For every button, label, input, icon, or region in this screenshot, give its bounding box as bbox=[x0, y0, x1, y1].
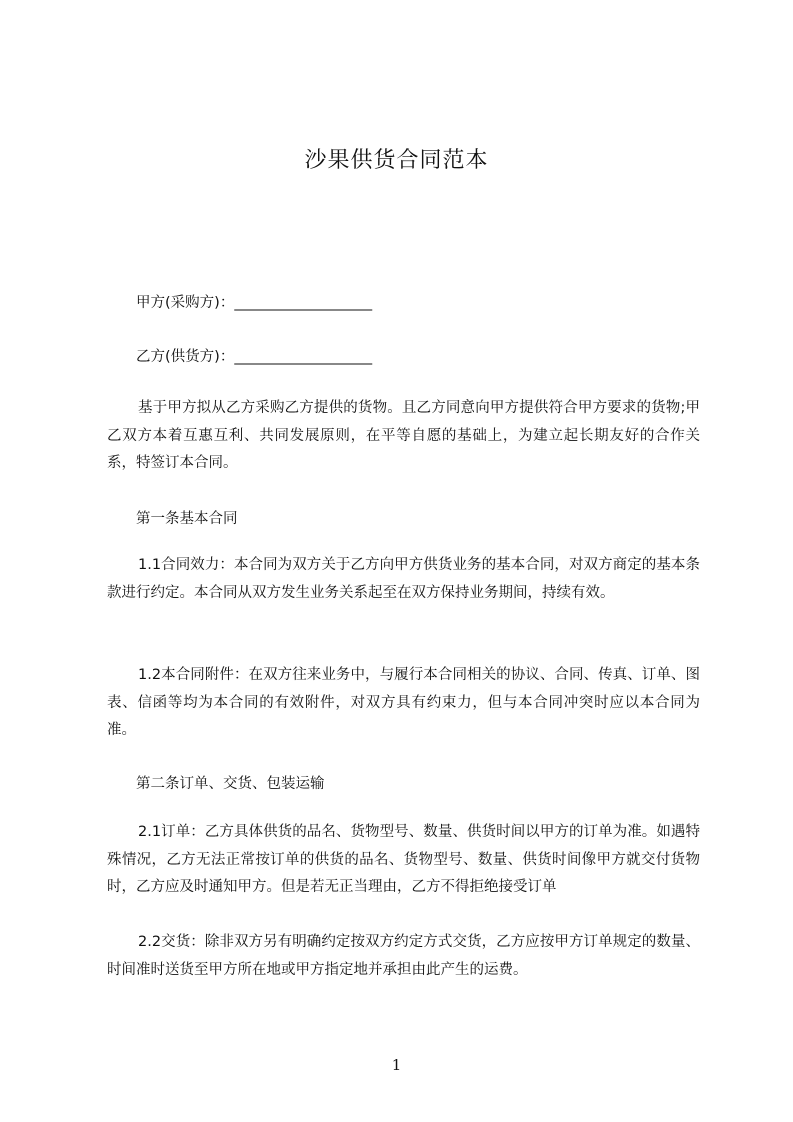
article-2-heading: 第二条订单、交货、包装运输 bbox=[136, 776, 325, 792]
clause-2-2-text: 2.2交货：除非双方另有明确约定按双方约定方式交货，乙方应按甲方订单规定的数量、时间准时送货至甲方所在地或甲方指定地并承担由此产生的运费。 bbox=[107, 934, 700, 978]
party-a-line: 甲方(采购方)：___________________ bbox=[136, 295, 373, 311]
intro-text: 基于甲方拟从乙方采购乙方提供的货物。且乙方同意向甲方提供符合甲方要求的货物;甲乙双方本着互惠互利、共同发展原则，在平等自愿的基础上，为建立起长期友好的合作关系，特签订本合同。 bbox=[107, 400, 700, 471]
clause-1-1 bbox=[107, 552, 700, 607]
clause-2-1-text: 2.1订单：乙方具体供货的品名、货物型号、数量、供货时间以甲方的订单为准。如遇特殊情况，乙方无法正常按订单的供货的品名、货物型号、数量、供货时间像甲方就交付货物时，乙方应及时通知甲方。但是若无正当理由，乙方不得拒绝接受订单 bbox=[107, 824, 700, 895]
clause-2-2 bbox=[107, 929, 700, 984]
page-number: 1 bbox=[391, 1056, 402, 1074]
article-1-heading: 第一条基本合同 bbox=[136, 511, 238, 527]
clause-1-2 bbox=[107, 662, 700, 745]
intro-paragraph bbox=[107, 395, 700, 478]
clause-1-2-text: 1.2本合同附件：在双方往来业务中，与履行本合同相关的协议、合同、传真、订单、图表、信函等均为本合同的有效附件，对双方具有约束力，但与本合同冲突时应以本合同为准。 bbox=[107, 667, 700, 738]
document-title: 沙果供货合同范本 bbox=[304, 148, 489, 173]
clause-1-1-text: 1.1合同效力：本合同为双方关于乙方向甲方供货业务的基本合同，对双方商定的基本条款进行约定。本合同从双方发生业务关系起至在双方保持业务期间，持续有效。 bbox=[107, 557, 700, 601]
party-b-line: 乙方(供货方)：___________________ bbox=[136, 349, 373, 365]
clause-2-1 bbox=[107, 819, 700, 902]
